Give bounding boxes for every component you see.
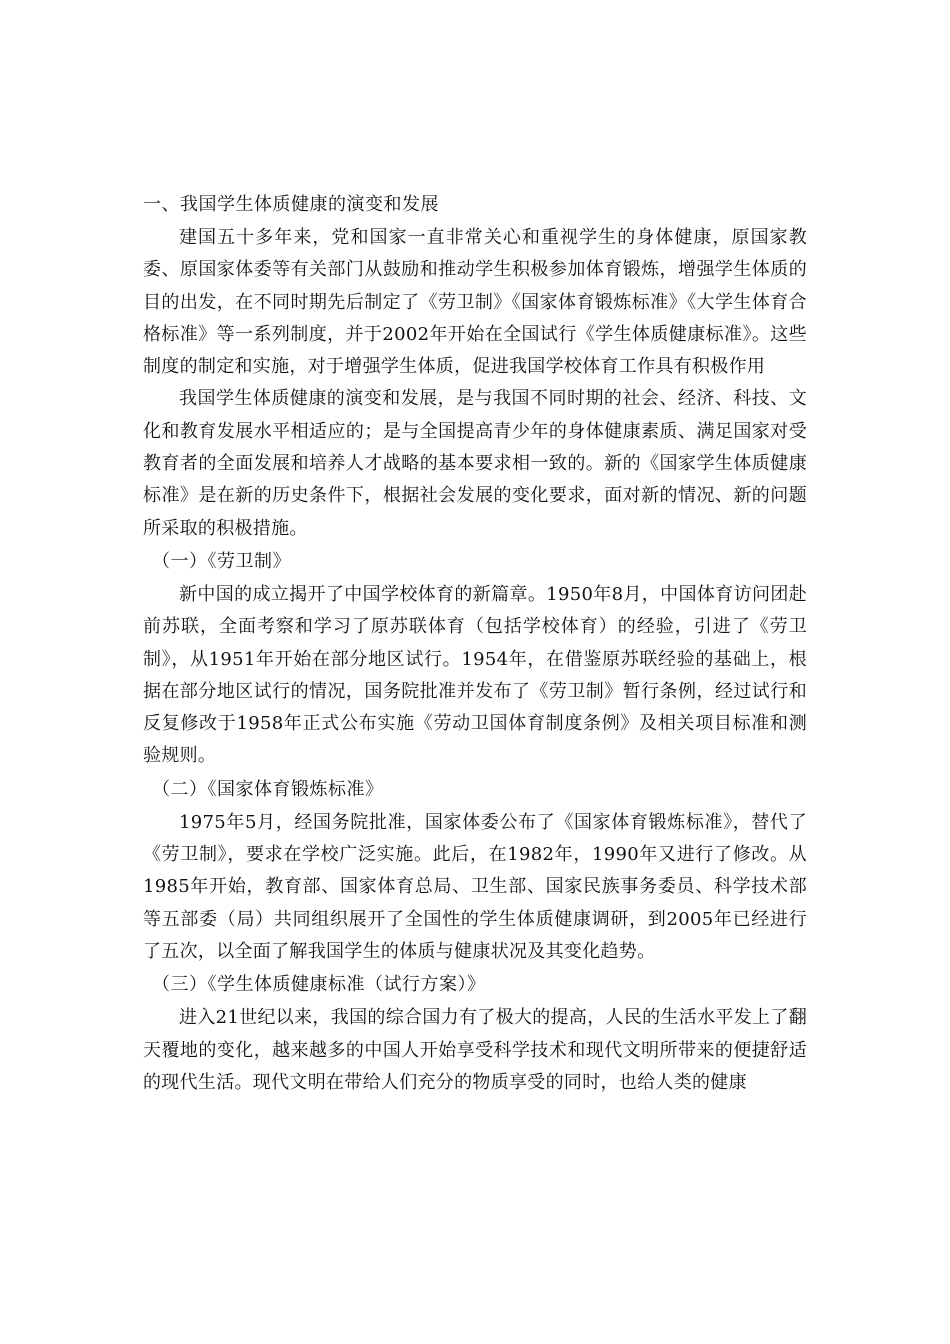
section-title: 一、我国学生体质健康的演变和发展	[143, 194, 439, 215]
intro-paragraph-1: 建国五十多年来，党和国家一直非常关心和重视学生的身体健康，原国家教委、原国家体委等有关部门从鼓励和推动学生积极参加体育锻炼，增强学生体质的目的出发，在不同时期先后制定了《劳卫制》《国家体育锻炼标准》《大学生体育合格标准》等一系列制度，并于2002年开始在全国试行《学生体质健康标准》。这些制度的制定和实施，对于增强学生体质，促进我国学校体育工作具有积极作用	[143, 227, 807, 378]
subsection-paragraph-2: 1975年5月，经国务院批准，国家体委公布了《国家体育锻炼标准》，替代了《劳卫制》，要求在学校广泛实施。此后，在1982年，1990年又进行了修改。从1985年开始，教育部、国家体育总局、卫生部、国家民族事务委员、科学技术部等五部委（局）共同组织展开了全国性的学生体质健康调研，到2005年已经进行了五次，以全面了解我国学生的体质与健康状况及其变化趋势。	[143, 811, 807, 962]
subsection-paragraph-1: 新中国的成立揭开了中国学校体育的新篇章。1950年8月，中国体育访问团赴前苏联，全面考察和学习了原苏联体育（包括学校体育）的经验，引进了《劳卫制》，从1951年开始在部分地区试行。1954年，在借鉴原苏联经验的基础上，根据在部分地区试行的情况，国务院批准并发布了《劳卫制》暂行条例，经过试行和反复修改于1958年正式公布实施《劳动卫国体育制度条例》及相关项目标准和测验规则。	[143, 583, 807, 767]
document-body	[143, 188, 807, 1099]
intro-paragraph-2: 我国学生体质健康的演变和发展，是与我国不同时期的社会、经济、科技、文化和教育发展水平相适应的；是与全国提高青少年的身体健康素质、满足国家对受教育者的全面发展和培养人才战略的基本要求相一致的。新的《国家学生体质健康标准》是在新的历史条件下，根据社会发展的变化要求，面对新的情况、新的问题所采取的积极措施。	[143, 388, 807, 539]
subsection-title-2: （二）《国家体育锻炼标准》	[152, 778, 384, 800]
subsection-title-1: （一）《劳卫制》	[152, 550, 291, 572]
subsection-title-3: （三）《学生体质健康标准（试行方案）》	[152, 974, 486, 996]
subsection-paragraph-3: 进入21世纪以来，我国的综合国力有了极大的提高，人民的生活水平发上了翻天覆地的变化，越来越多的中国人开始享受科学技术和现代文明所带来的便捷舒适的现代生活。现代文明在带给人们充分的物质享受的同时，也给人类的健康	[143, 1007, 807, 1093]
